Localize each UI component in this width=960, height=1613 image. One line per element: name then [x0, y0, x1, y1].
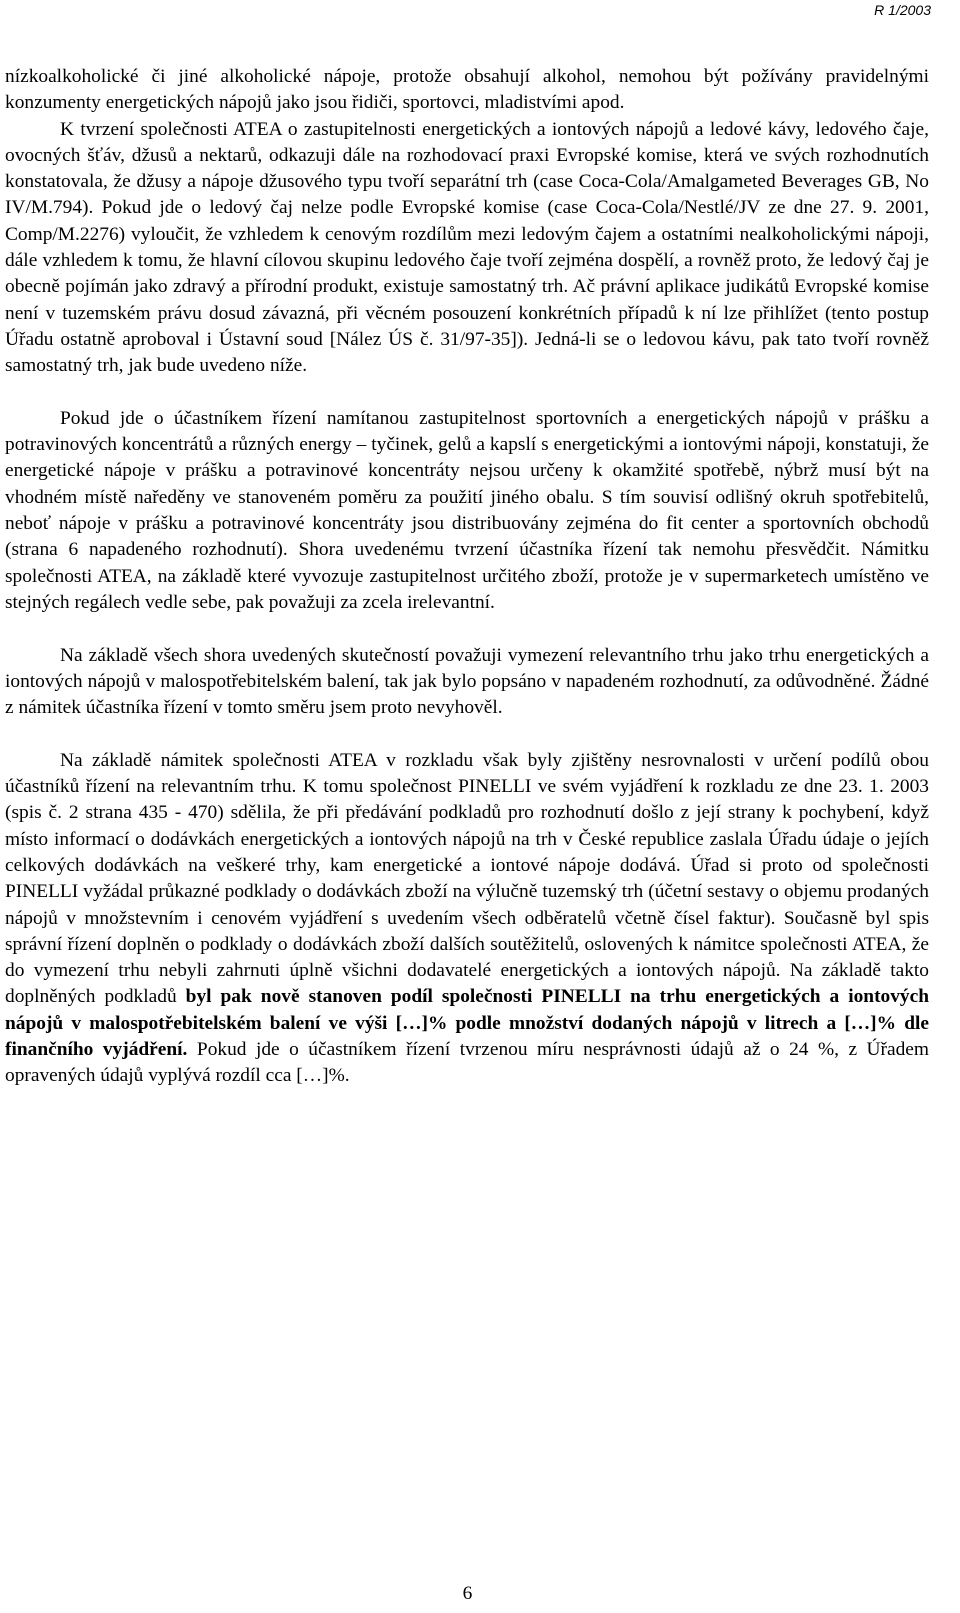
document-body [5, 64, 929, 1090]
paragraph-2: K tvrzení společnosti ATEA o zastupitelnosti energetických a iontových nápojů a ledové kávy, ledového čaje, ovocných šťáv, džusů a nektarů, odkazuji dále na rozhodovací praxi Evropské komise, která ve svých rozhodnutích konstatovala, že džusy a nápoje džusového typu tvoří separátní trh (case Coca-Cola/Amalgameted Beverages GB, No IV/M.794). Pokud jde o ledový čaj nelze podle Evropské komise (case Coca-Cola/Nestlé/JV ze dne 27. 9. 2001, Comp/M.2276) vyloučit, že vzhledem k cenovým rozdílům mezi ledovým čajem a ostatními nealkoholickými nápoji, dále vzhledem k tomu, že hlavní cílovou skupinu ledového čaje tvoří zejména dospělí, a rovněž proto, že ledový čaj je obecně pojímán jako zdravý a přírodní produkt, existuje samostatný trh. Ač právní aplikace judikátů Evropské komise není v tuzemském právu dosud závazná, při věcném posouzení konkrétních případů k ní lze přihlížet (tento postup Úřadu ostatně aproboval i Ústavní soud [Nález ÚS č. 31/97-35]). Jedná-li se o ledovou kávu, pak tato tvoří rovněž samostatný trh, jak bude uvedeno níže. [5, 118, 929, 377]
paragraph-5 [5, 748, 929, 1090]
paragraph-4: Na základě všech shora uvedených skutečností považuji vymezení relevantního trhu jako trhu energetických a iontových nápojů v malospotřebitelském balení, tak jak bylo popsáno v napadeném rozhodnutí, za odůvodněné. Žádné z námitek účastníka řízení v tomto směru jsem proto nevyhověl. [5, 644, 929, 719]
paragraph-3: Pokud jde o účastníkem řízení namítanou zastupitelnost sportovních a energetických nápojů v prášku a potravinových koncentrátů a různých energy – tyčinek, gelů a kapslí s energetickými a iontovými nápoji, konstatuji, že energetické nápoje v prášku a potravinové koncentráty nejsou určeny k okamžité spotřebě, nýbrž musí být na vhodném místě naředěny ve stanoveném poměru za použití jiného obalu. S tím souvisí odlišný okruh spotřebitelů, neboť nápoje v prášku a potravinové koncentráty jsou distribuovány zejména do fit center a sportovních obchodů (strana 6 napadeného rozhodnutí). Shora uvedenému tvrzení účastníka řízení tak nemohu přesvědčit. Námitku společnosti ATEA, na základě které vyvozuje zastupitelnost určitého zboží, protože je v supermarketech umístěno ve stejných regálech vedle sebe, pak považuji za zcela irelevantní. [5, 407, 929, 613]
page-number: 6 [462, 1583, 473, 1604]
paragraph-5-tail: Pokud jde o účastníkem řízení tvrzenou míru nesprávnosti údajů až o 24 %, z Úřadem opravených údajů vyplývá rozdíl cca […]%. [5, 1038, 929, 1087]
paragraph-1: nízkoalkoholické či jiné alkoholické nápoje, protože obsahují alkohol, nemohou být požívány pravidelnými konzumenty energetických nápojů jako jsou řidiči, sportovci, mladistvími apod. [5, 66, 929, 114]
paragraph-5-text: Na základě námitek společnosti ATEA v rozkladu však byly zjištěny nesrovnalosti v určení podílů obou účastníků řízení na relevantním trhu. K tomu společnost PINELLI ve svém vyjádření k rozkladu ze dne 23. 1. 2003 (spis č. 2 strana 435 - 470) sdělila, že při předávání podkladů pro rozhodnutí došlo z její strany k pochybení, když místo informací o dodávkách energetických a iontových nápojů na trh v České republice zaslala Úřadu údaje o jejích celkových dodávkách na veškeré trhy, kam energetické a iontové nápoje dodává. Úřad si proto od společnosti PINELLI vyžádal průkazné podklady o dodávkách zboží na výlučně tuzemský trh (účetní sestavy o objemu prodaných nápojů v množstevním i cenovém vyjádření s uvedením všech odběratelů včetně čísel faktur). Současně byl spis správní řízení doplněn o podklady o dodávkách zboží dalších soutěžitelů, oslovených k námitce společnosti ATEA, že do vymezení trhu nebyli zahrnuti úplně všichni dodavatelé energetických a iontových nápojů. Na základě takto doplněných podkladů [5, 749, 929, 1008]
paragraph-5-bold-finding: byl pak nově stanoven podíl společnosti PINELLI na trhu energetických a iontových nápojů v malospotřebitelském balení ve výši […]% podle množství dodaných nápojů v litrech a […]% dle finančního vyjádření. [5, 986, 929, 1060]
document-reference: R 1/2003 [874, 2, 931, 18]
